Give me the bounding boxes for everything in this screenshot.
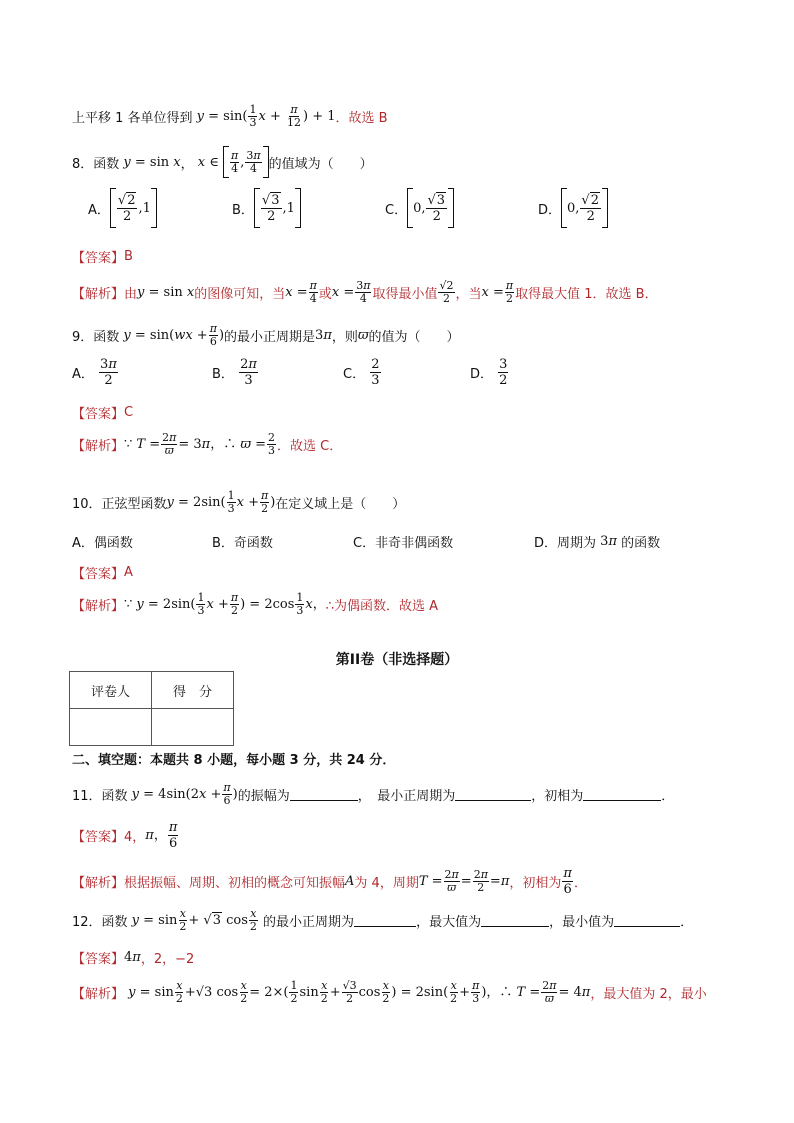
q9-option-d — [470, 357, 509, 388]
text: 在定义域上是（ ） — [275, 497, 406, 512]
q9-option-c — [343, 357, 382, 388]
score-cell[interactable] — [152, 709, 234, 746]
score-header: 得 分 — [152, 672, 234, 709]
option-text: 的函数 — [621, 536, 661, 551]
q9-option-a — [72, 357, 119, 388]
option-label: B． — [232, 202, 254, 218]
text: 或 — [318, 287, 332, 302]
formula: y = sin( $\frac{1}{3}$ x + $\frac{\pi}{12}$ ) + 1 — [192, 103, 336, 129]
formula: x = $\frac{3\pi}{4}$ — [331, 279, 371, 305]
answer-tag: 【答案】 — [72, 830, 125, 845]
formula: $\frac{3}{2}$ — [499, 357, 508, 388]
option-label: A． — [88, 202, 110, 218]
formula: 0, $\frac{√3}{2}$ — [413, 192, 446, 224]
text: 的值域为（ ） — [268, 156, 373, 172]
option-label: C． — [343, 367, 366, 382]
formula: $\frac{√2}{2}$ ,1 — [117, 192, 151, 224]
q9-answer — [72, 403, 133, 422]
answer-value: 4， — [124, 830, 146, 845]
q10-option-d — [534, 532, 660, 551]
q11-answer — [72, 820, 179, 851]
formula: x = $\frac{\pi}{4}$ — [285, 279, 317, 305]
q8-analysis — [72, 280, 658, 305]
formula: T = $\frac{2\pi}{ϖ}$ = $\frac{2\pi}{2}$ =π — [418, 868, 510, 894]
formula: $\frac{2}{3}$ — [371, 357, 380, 388]
formula: 4π — [124, 950, 141, 965]
answer-value: B — [124, 249, 133, 264]
grader-header: 评卷人 — [70, 672, 152, 709]
q8-option-c — [385, 188, 454, 228]
q10-analysis — [72, 592, 438, 617]
question-12 — [72, 908, 693, 933]
text: ，则 — [331, 330, 358, 345]
answer-value: C — [124, 405, 134, 420]
text: 上平移 1 各单位得到 — [72, 111, 193, 126]
text: ，初相为 — [509, 876, 562, 891]
text: ． — [661, 789, 675, 804]
blank-period[interactable] — [354, 914, 416, 927]
q9-option-b — [212, 357, 259, 388]
formula: x = $\frac{\pi}{2}$ — [481, 279, 514, 305]
blank-min[interactable] — [614, 914, 680, 927]
q10-option-b — [212, 532, 273, 551]
formula: ϖ — [357, 328, 369, 343]
grader-cell[interactable] — [70, 709, 152, 746]
heading-text: 二、填空题：本题共 8 小题，每小题 3 分，共 24 分． — [72, 753, 396, 768]
q10-option-a — [72, 532, 133, 551]
text: 根据振幅、周期、初相的概念可知振幅 — [124, 876, 346, 891]
answer-text: ．故选 B — [335, 111, 388, 126]
option-text: A．偶函数 — [72, 536, 133, 551]
text: 为 4，周期 — [354, 876, 419, 891]
blank-phase[interactable] — [583, 788, 661, 801]
option-label: C． — [385, 202, 408, 218]
q8-option-b — [232, 188, 301, 228]
q9-analysis — [72, 432, 342, 457]
formula: $\frac{3\pi}{2}$ — [100, 357, 117, 388]
text: ．故选 C． — [277, 439, 343, 454]
text: ． — [680, 915, 694, 930]
text: ，最小值为 — [549, 915, 615, 930]
formula: π， $\frac{\pi}{6}$ — [145, 820, 178, 851]
answer-value: A — [124, 565, 133, 580]
q8-option-d — [538, 188, 608, 228]
formula: $\frac{2\pi}{3}$ — [240, 357, 257, 388]
answer-tag: 【答案】 — [72, 567, 125, 582]
formula: y = sin x — [119, 154, 181, 170]
text: 的最小正周期为 — [263, 915, 355, 930]
bracket — [448, 188, 454, 228]
question-label: 10．正弦型函数 — [72, 497, 167, 512]
grading-table — [69, 671, 234, 746]
blank-period[interactable] — [455, 788, 531, 801]
text: ， — [180, 156, 194, 172]
bracket — [295, 188, 301, 228]
formula: $\frac{√3}{2}$ ,1 — [261, 192, 295, 224]
analysis-tag: 【解析】 — [72, 987, 125, 1002]
formula: x ∈ — [193, 154, 219, 170]
formula: A — [345, 874, 355, 889]
question-10 — [72, 490, 405, 515]
part2-heading — [72, 749, 395, 768]
question-label: 11．函数 — [72, 789, 128, 804]
text: ，初相为 — [531, 789, 584, 804]
question-8 — [72, 146, 373, 178]
text: ，最大值为 2，最小 — [590, 987, 707, 1002]
option-label: D． — [538, 202, 562, 218]
formula: $\frac{\pi}{6}$ — [563, 866, 572, 897]
option-label: B． — [212, 367, 234, 382]
question-9 — [72, 323, 460, 348]
formula: y = sin x — [137, 285, 195, 300]
formula: 3π — [600, 534, 622, 549]
option-text: B．奇函数 — [212, 536, 273, 551]
text: 的振幅为 — [237, 789, 290, 804]
text: ，最大值为 — [416, 915, 482, 930]
q12-answer — [72, 948, 194, 967]
question-label: 12．函数 — [72, 915, 128, 930]
analysis-tag: 【解析】 — [72, 287, 125, 302]
text: ∴为偶函数．故选 A — [325, 599, 439, 614]
option-text: C．非奇非偶函数 — [353, 536, 454, 551]
analysis-tag: 【解析】 — [72, 439, 125, 454]
text: 的图像可知，当 — [194, 287, 286, 302]
text: 由 — [124, 287, 138, 302]
answer-tag: 【答案】 — [72, 251, 125, 266]
analysis-tag: 【解析】 — [72, 599, 125, 614]
prev-solution-line — [72, 104, 388, 129]
bracket — [151, 188, 157, 228]
formula: y = sin $\frac{x}{2}$ + √3 cos $\frac{x}{2}$ — [127, 907, 257, 933]
question-label: 9．函数 — [72, 330, 120, 345]
q11-analysis — [72, 866, 587, 897]
q8-answer — [72, 247, 133, 266]
text: ． — [573, 876, 587, 891]
formula: y = sin(wx + $\frac{\pi}{6}$ ) — [119, 322, 225, 348]
question-label: 8．函数 — [72, 156, 120, 172]
answer-tag: 【答案】 — [72, 952, 125, 967]
q10-option-c — [353, 532, 453, 551]
text: ，当 — [455, 287, 482, 302]
question-11 — [72, 782, 674, 807]
text: 取得最小值 — [372, 287, 438, 302]
section-title: 第II卷（非选择题） — [335, 652, 459, 668]
formula: y = sin $\frac{x}{2}$ +√3 cos $\frac{x}{2}$ = 2×( $\frac{1}{2}$ sin $\frac{x}{2}$ + $\frac{√3}{2}$ cos $\frac{x}{2}$ ) = 2sin( $\frac{x}{2}$ + $\frac{\pi}{3}$ )，∴ T = $\frac{2\pi}{ϖ}$ = 4π — [124, 979, 591, 1005]
analysis-tag: 【解析】 — [72, 876, 125, 891]
answer-tag: 【答案】 — [72, 407, 125, 422]
bracket — [602, 188, 608, 228]
formula: 3π — [315, 328, 332, 343]
formula: $\frac{\pi}{4}$ , $\frac{3\pi}{4}$ — [230, 148, 261, 175]
text: 的最小正周期是 — [224, 330, 316, 345]
q8-option-a — [88, 188, 157, 228]
option-text: D．周期为 — [534, 536, 597, 551]
text: 的值为（ ） — [368, 330, 460, 345]
formula: $\frac{√2}{2}$ — [439, 279, 454, 305]
text: ， 最小正周期为 — [357, 789, 456, 804]
formula: y = 2sin( $\frac{1}{3}$ x + $\frac{\pi}{2}$ ) — [166, 489, 276, 515]
blank-amplitude[interactable] — [290, 788, 358, 801]
q12-analysis — [72, 980, 707, 1005]
formula: ∵ y = 2sin( $\frac{1}{3}$ x + $\frac{\pi}{2}$ ) = 2cos $\frac{1}{3}$ x， — [124, 591, 326, 617]
q10-answer — [72, 563, 133, 582]
option-label: A． — [72, 367, 94, 382]
blank-max[interactable] — [481, 914, 549, 927]
formula: y = 4sin(2x + $\frac{\pi}{6}$ ) — [127, 781, 238, 807]
text: 取得最大值 1．故选 B． — [515, 287, 658, 302]
option-label: D． — [470, 367, 494, 382]
formula: ∵ T = $\frac{2\pi}{ϖ}$ = 3π，∴ ϖ = $\frac{2}{3}$ — [124, 431, 276, 457]
formula: 0, $\frac{√2}{2}$ — [567, 192, 599, 224]
answer-value: ，2，−2 — [140, 952, 195, 967]
